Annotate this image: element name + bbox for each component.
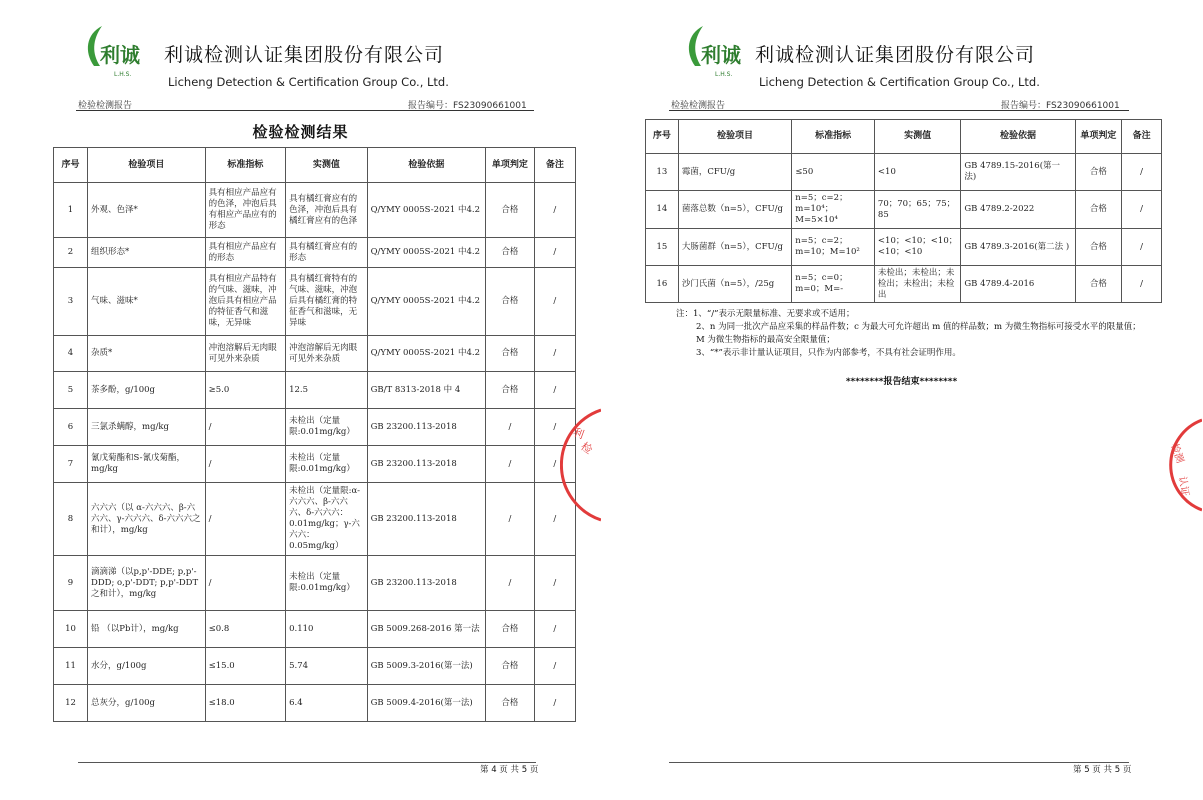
- col-header-result: 实测值: [286, 148, 367, 183]
- test-item: 组织形态*: [88, 238, 206, 268]
- test-basis: Q/YMY 0005S-2021 中4.2: [367, 336, 486, 372]
- judgement: 合格: [486, 648, 534, 685]
- note-3: 3、“*”表示非计量认证项目，只作为内部参考，不具有社会证明作用。: [696, 348, 961, 358]
- test-item: 霉菌，CFU/g: [678, 154, 791, 191]
- table-row: [646, 266, 1162, 303]
- row-number: 6: [54, 409, 88, 446]
- test-basis: GB/T 8313-2018 中 4: [367, 372, 486, 409]
- judgement: 合格: [486, 238, 534, 268]
- row-number: 7: [54, 446, 88, 483]
- measured-value: <10；<10；<10；<10；<10: [874, 229, 960, 266]
- table-row: [54, 685, 576, 722]
- measured-value: 具有橘红膏应有的形态: [286, 238, 367, 268]
- table-row: [646, 229, 1162, 266]
- note-1: 注：1、“/”表示无限量标准、无要求或不适用；: [676, 309, 855, 319]
- footer-divider: [78, 762, 536, 763]
- col-header-basis: 检验依据: [367, 148, 486, 183]
- table-row: [54, 483, 576, 556]
- row-number: 11: [54, 648, 88, 685]
- logo-sub: L.H.S.: [715, 71, 733, 78]
- test-item: 杂质*: [88, 336, 206, 372]
- test-basis: GB 23200.113-2018: [367, 409, 486, 446]
- test-basis: Q/YMY 0005S-2021 中4.2: [367, 268, 486, 336]
- remark: /: [534, 268, 575, 336]
- test-item: 菌落总数（n=5），CFU/g: [678, 191, 791, 229]
- judgement: 合格: [486, 268, 534, 336]
- company-name-cn: 利诚检测认证集团股份有限公司: [164, 44, 445, 66]
- test-basis: GB 23200.113-2018: [367, 556, 486, 611]
- judgement: /: [486, 409, 534, 446]
- svg-text:检测: 检测: [1168, 442, 1186, 465]
- row-number: 13: [646, 154, 679, 191]
- table-row: [54, 409, 576, 446]
- logo-sub: L.H.S.: [114, 71, 132, 78]
- row-number: 14: [646, 191, 679, 229]
- test-item: 沙门氏菌（n=5），/25g: [678, 266, 791, 303]
- col-header-item: 检验项目: [88, 148, 206, 183]
- svg-text:检: 检: [578, 439, 595, 457]
- test-basis: GB 4789.3-2016(第二法 ): [961, 229, 1075, 266]
- measured-value: 70；70；65；75；85: [874, 191, 960, 229]
- report-number: 报告编号：FS23090661001: [1001, 101, 1120, 111]
- footer-divider: [669, 762, 1129, 763]
- remark: /: [1122, 191, 1162, 229]
- remark: /: [534, 183, 575, 238]
- test-basis: GB 4789.4-2016: [961, 266, 1075, 303]
- logo-text: 利诚: [701, 43, 741, 67]
- judgement: 合格: [486, 611, 534, 648]
- standard-value: /: [205, 556, 285, 611]
- measured-value: 未检出（定量限:α-六六六、β-六六六、δ-六六六：0.01mg/kg；γ-六六六：0.05mg/kg）: [286, 483, 367, 556]
- table-row: [54, 446, 576, 483]
- standard-value: 具有相应产品特有的气味、滋味，冲泡后具有相应产品的特征香气和滋味，无异味: [205, 268, 285, 336]
- remark: /: [534, 372, 575, 409]
- company-name-en: Licheng Detection & Certification Group Co., Ltd.: [759, 75, 1040, 89]
- table-row: [54, 611, 576, 648]
- judgement: 合格: [1075, 154, 1122, 191]
- test-item: 茶多酚，g/100g: [88, 372, 206, 409]
- results-title: 检验检测结果: [252, 123, 349, 141]
- standard-value: n=5；c=0；m=0；M=-: [792, 266, 875, 303]
- judgement: 合格: [486, 685, 534, 722]
- test-basis: GB 4789.15-2016(第一法): [961, 154, 1075, 191]
- results-table-continued: [645, 119, 1162, 303]
- judgement: 合格: [486, 183, 534, 238]
- remark: /: [534, 648, 575, 685]
- table-row: [54, 648, 576, 685]
- judgement: /: [486, 446, 534, 483]
- row-number: 9: [54, 556, 88, 611]
- col-header-standard: 标准指标: [792, 120, 875, 154]
- report-page-5: [601, 0, 1202, 800]
- company-name-cn: 利诚检测认证集团股份有限公司: [755, 44, 1036, 66]
- judgement: 合格: [1075, 229, 1122, 266]
- test-basis: GB 4789.2-2022: [961, 191, 1075, 229]
- standard-value: ≤0.8: [205, 611, 285, 648]
- row-number: 10: [54, 611, 88, 648]
- test-basis: GB 5009.268-2016 第一法: [367, 611, 486, 648]
- judgement: /: [486, 556, 534, 611]
- test-item: 外观、色泽*: [88, 183, 206, 238]
- measured-value: 未检出（定量限:0.01mg/kg）: [286, 446, 367, 483]
- judgement: /: [486, 483, 534, 556]
- standard-value: /: [205, 446, 285, 483]
- test-basis: GB 23200.113-2018: [367, 483, 486, 556]
- table-row: [54, 238, 576, 268]
- standard-value: 冲泡溶解后无肉眼可见外来杂质: [205, 336, 285, 372]
- seal-stamp-right: [1161, 415, 1202, 515]
- row-number: 2: [54, 238, 88, 268]
- test-item: 滴滴涕（以p,p'-DDE; p,p'-DDD; o,p'-DDT; p,p'-DDT之和计），mg/kg: [88, 556, 206, 611]
- standard-value: 具有相应产品应有的色泽，冲泡后具有相应产品应有的形态: [205, 183, 285, 238]
- standard-value: /: [205, 483, 285, 556]
- measured-value: 12.5: [286, 372, 367, 409]
- test-item: 大肠菌群（n=5），CFU/g: [678, 229, 791, 266]
- judgement: 合格: [486, 336, 534, 372]
- svg-text:认证: 认证: [1176, 475, 1191, 498]
- page-footer: 第 4 页 共 5 页: [480, 765, 539, 775]
- col-header-standard: 标准指标: [205, 148, 285, 183]
- measured-value: 未检出；未检出；未检出；未检出；未检出: [874, 266, 960, 303]
- col-header-no: 序号: [646, 120, 679, 154]
- col-header-item: 检验项目: [678, 120, 791, 154]
- measured-value: 具有橘红膏应有的色泽，冲泡后具有橘红膏应有的色泽: [286, 183, 367, 238]
- col-header-no: 序号: [54, 148, 88, 183]
- test-item: 六六六（以 α-六六六、β-六六六、γ-六六六、δ-六六六之和计），mg/kg: [88, 483, 206, 556]
- row-number: 3: [54, 268, 88, 336]
- results-table-continued-body: [646, 154, 1162, 303]
- company-logo: [681, 22, 751, 82]
- row-number: 12: [54, 685, 88, 722]
- table-row: [54, 336, 576, 372]
- header-divider: [669, 110, 1129, 111]
- standard-value: n=5；c=2；m=10；M=10²: [792, 229, 875, 266]
- report-number: 报告编号：FS23090661001: [408, 101, 527, 111]
- table-row: [646, 191, 1162, 229]
- table-row: [54, 268, 576, 336]
- report-notes: [676, 308, 1146, 360]
- test-item: 铅 （以Pb计），mg/kg: [88, 611, 206, 648]
- remark: /: [534, 409, 575, 446]
- remark: /: [1122, 229, 1162, 266]
- remark: /: [1122, 266, 1162, 303]
- row-number: 4: [54, 336, 88, 372]
- test-item: 氰戊菊酯和S-氰戊菊酯，mg/kg: [88, 446, 206, 483]
- judgement: 合格: [486, 372, 534, 409]
- company-logo: [80, 22, 150, 82]
- remark: /: [534, 238, 575, 268]
- remark: /: [534, 336, 575, 372]
- results-table-body: [54, 183, 576, 722]
- doc-type-label: 检验检测报告: [78, 101, 133, 111]
- remark: /: [534, 556, 575, 611]
- standard-value: ≤15.0: [205, 648, 285, 685]
- remark: /: [534, 685, 575, 722]
- test-item: 气味、滋味*: [88, 268, 206, 336]
- measured-value: 0.110: [286, 611, 367, 648]
- remark: /: [534, 611, 575, 648]
- judgement: 合格: [1075, 266, 1122, 303]
- remark: /: [1122, 154, 1162, 191]
- test-basis: GB 23200.113-2018: [367, 446, 486, 483]
- note-2: 2、n 为同一批次产品应采集的样品件数；c 为最大可允许超出 m 值的样品数；m 为微生物指标可接受水平的限量值；M 为微生物指标的最高安全限量值；: [696, 322, 1141, 345]
- table-row: [54, 372, 576, 409]
- standard-value: ≤18.0: [205, 685, 285, 722]
- test-item: 水分，g/100g: [88, 648, 206, 685]
- company-name-en: Licheng Detection & Certification Group Co., Ltd.: [168, 75, 449, 89]
- standard-value: ≤50: [792, 154, 875, 191]
- test-basis: GB 5009.3-2016(第一法): [367, 648, 486, 685]
- page-footer: 第 5 页 共 5 页: [1073, 765, 1132, 775]
- test-basis: GB 5009.4-2016(第一法): [367, 685, 486, 722]
- col-header-judge: 单项判定: [1075, 120, 1122, 154]
- report-end-mark: ********报告结束********: [845, 377, 958, 387]
- standard-value: 具有相应产品应有的形态: [205, 238, 285, 268]
- table-row: [54, 183, 576, 238]
- remark: /: [534, 446, 575, 483]
- standard-value: /: [205, 409, 285, 446]
- col-header-remark: 备注: [1122, 120, 1162, 154]
- logo-text: 利诚: [100, 43, 140, 67]
- measured-value: 具有橘红膏特有的气味、滋味，冲泡后具有橘红膏的特征香气和滋味，无异味: [286, 268, 367, 336]
- svg-text:利: 利: [570, 425, 586, 442]
- row-number: 5: [54, 372, 88, 409]
- row-number: 16: [646, 266, 679, 303]
- col-header-result: 实测值: [874, 120, 960, 154]
- test-item: 总灰分，g/100g: [88, 685, 206, 722]
- col-header-basis: 检验依据: [961, 120, 1075, 154]
- row-number: 8: [54, 483, 88, 556]
- measured-value: 未检出（定量限:0.01mg/kg）: [286, 556, 367, 611]
- judgement: 合格: [1075, 191, 1122, 229]
- col-header-judge: 单项判定: [486, 148, 534, 183]
- standard-value: ≥5.0: [205, 372, 285, 409]
- doc-type-label: 检验检测报告: [671, 101, 726, 111]
- table-row: [646, 154, 1162, 191]
- header-divider: [76, 110, 534, 111]
- measured-value: 5.74: [286, 648, 367, 685]
- row-number: 15: [646, 229, 679, 266]
- report-page-4: [0, 0, 601, 800]
- remark: /: [534, 483, 575, 556]
- results-table: [53, 147, 576, 722]
- table-row: [54, 556, 576, 611]
- test-item: 三氯杀螨醇，mg/kg: [88, 409, 206, 446]
- test-basis: Q/YMY 0005S-2021 中4.2: [367, 183, 486, 238]
- measured-value: 未检出（定量限:0.01mg/kg）: [286, 409, 367, 446]
- measured-value: 6.4: [286, 685, 367, 722]
- col-header-remark: 备注: [534, 148, 575, 183]
- standard-value: n=5；c=2；m=10⁴；M=5×10⁴: [792, 191, 875, 229]
- measured-value: <10: [874, 154, 960, 191]
- measured-value: 冲泡溶解后无肉眼可见外来杂质: [286, 336, 367, 372]
- seal-stamp-left: [560, 400, 601, 530]
- test-basis: Q/YMY 0005S-2021 中4.2: [367, 238, 486, 268]
- row-number: 1: [54, 183, 88, 238]
